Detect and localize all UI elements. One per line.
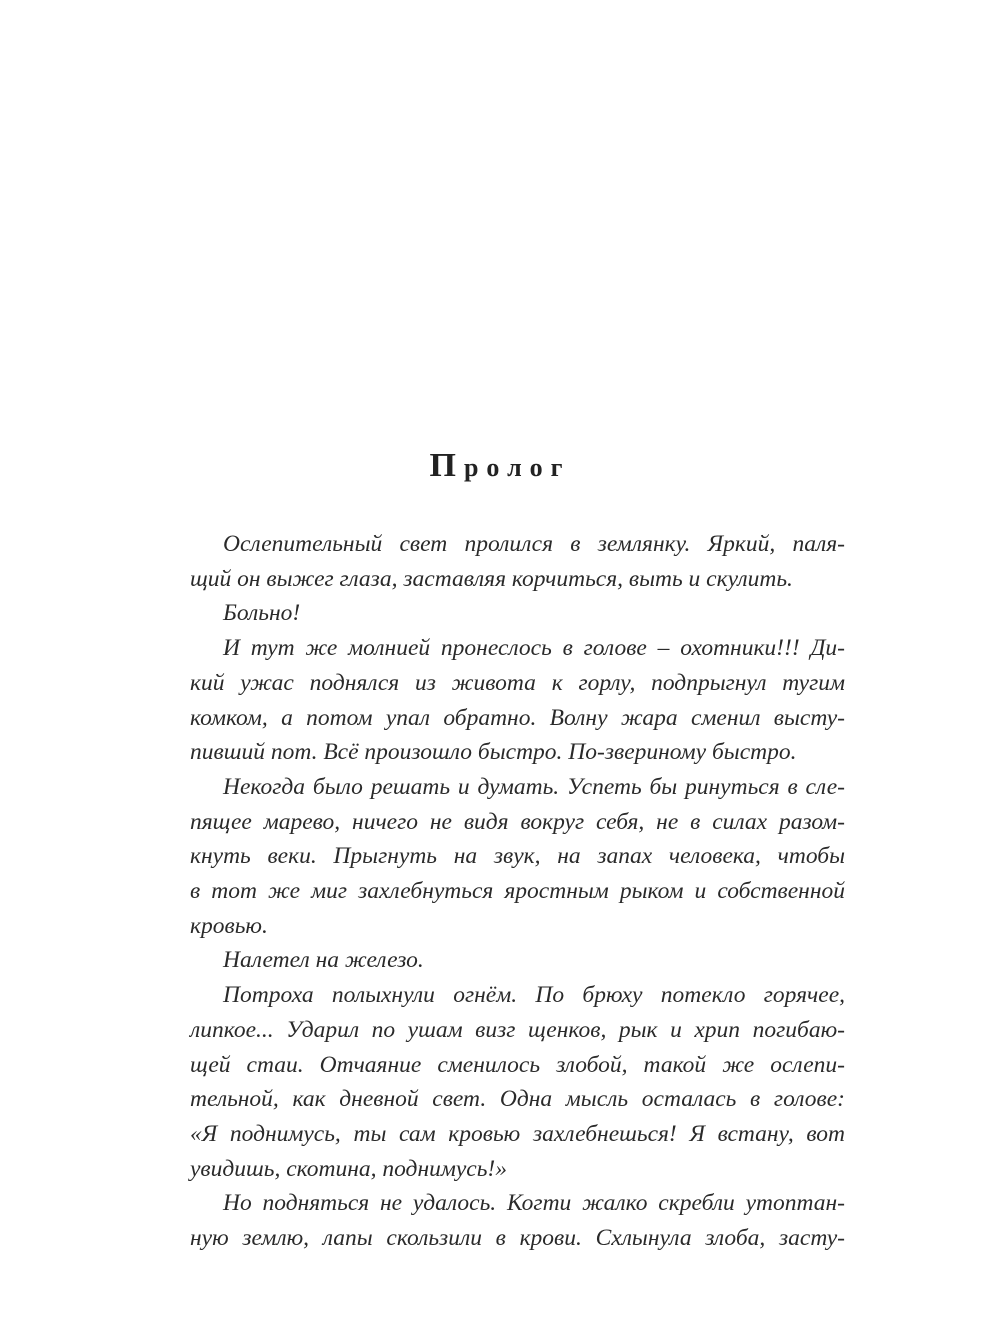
text-line: пящее марево, ничего не видя вокруг себя, не в силах разом- <box>190 808 845 835</box>
paragraph-3 <box>157 631 845 770</box>
paragraph-5 <box>157 943 845 978</box>
text-line: увидишь, скотина, поднимусь!» <box>190 1155 507 1182</box>
text-line: кровью. <box>190 912 268 939</box>
text-line: ную землю, лапы скользили в крови. Схлынула злоба, засту- <box>190 1225 845 1252</box>
text-line: И тут же молнией пронеслось в голове – охотники!!! Ди- <box>223 635 845 662</box>
text-line: комком, а потом упал обратно. Волну жара сменил высту- <box>190 704 845 731</box>
chapter-title <box>0 447 1000 485</box>
chapter-body <box>157 527 845 1256</box>
paragraph-4 <box>157 770 845 944</box>
text-line: щей стаи. Отчаяние сменилось злобой, такой же ослепи- <box>190 1051 845 1078</box>
paragraph-1 <box>157 527 845 596</box>
text-line: Но подняться не удалось. Когти жалко скребли утоптан- <box>223 1190 845 1217</box>
chapter-title-initial: П <box>429 447 464 484</box>
text-line: липкое... Ударил по ушам визг щенков, рык и хрип погибаю- <box>190 1016 845 1043</box>
text-line: Больно! <box>223 600 301 627</box>
text-line: кий ужас поднялся из живота к горлу, подпрыгнул тугим <box>190 669 845 696</box>
paragraph-6 <box>157 978 845 1186</box>
text-line: Потроха полыхнули огнём. По брюху потекло горячее, <box>223 982 845 1009</box>
text-line: кнуть веки. Прыгнуть на звук, на запах человека, чтобы <box>190 843 845 870</box>
text-line: щий он выжег глаза, заставляя корчиться, выть и скулить. <box>190 565 793 592</box>
paragraph-7 <box>157 1186 845 1255</box>
text-line: Налетел на железо. <box>223 947 424 974</box>
chapter-title-rest: ролог <box>463 453 571 482</box>
text-line: Некогда было решать и думать. Успеть бы ринуться в сле- <box>223 773 845 800</box>
text-line: «Я поднимусь, ты сам кровью захлебнешься! Я встану, вот <box>190 1120 845 1147</box>
paragraph-2 <box>157 596 845 631</box>
text-line: Ослепительный свет пролился в землянку. Яркий, паля- <box>223 531 845 557</box>
text-line: тельной, как дневной свет. Одна мысль осталась в голове: <box>190 1086 845 1113</box>
text-line: пивший пот. Всё произошло быстро. По-звериному быстро. <box>190 739 797 766</box>
text-line: в тот же миг захлебнуться яростным рыком и собственной <box>190 878 845 905</box>
